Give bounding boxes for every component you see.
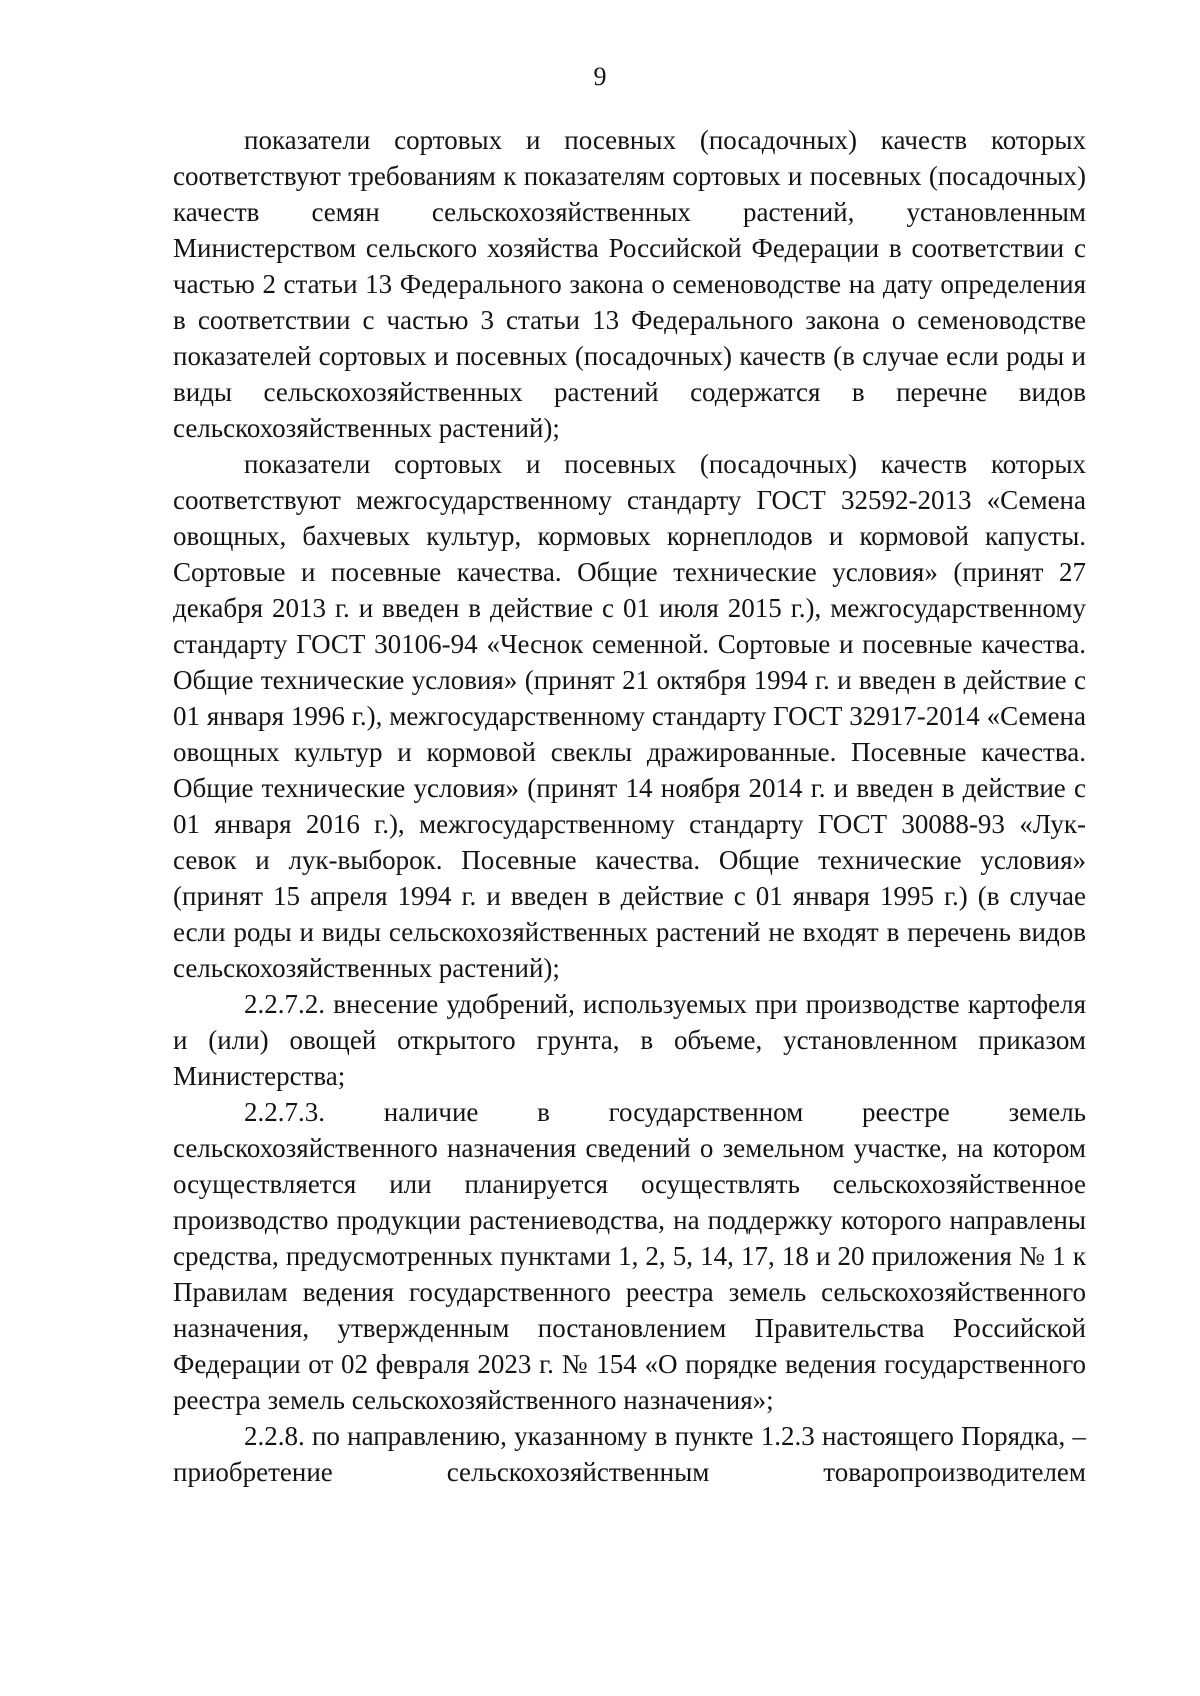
paragraph-seed-quality-requirements: показатели сортовых и посевных (посадочных) качеств которых соответствуют требованиям к показателям сортовых и посевных (посадочных) качеств семян сельскохозяйственных растений, установленным Министерством сельского хозяйства Российской Федерации в соответствии с частью 2 статьи 13 Федерального закона о семеноводстве на дату определения в соответствии с частью 3 статьи 13 Федерального закона о семеноводстве показателей сортовых и посевных (посадочных) качеств (в случае если роды и виды сельскохозяйственных растений содержатся в перечне видов сельскохозяйственных растений);	[173, 125, 1086, 443]
page-number: 9	[593, 62, 607, 91]
paragraph-gost-standards: показатели сортовых и посевных (посадочных) качеств которых соответствуют межгосударственному стандарту ГОСТ 32592-2013 «Семена овощных, бахчевых культур, кормовых корнеплодов и кормовой капусты. Сортовые и посевные качества. Общие технические условия» (принят 27 декабря 2013 г. и введен в действие с 01 июля 2015 г.), межгосударственному стандарту ГОСТ 30106-94 «Чеснок семенной. Сортовые и посевные качества. Общие технические условия» (принят 21 октября 1994 г. и введен в действие с 01 января 1996 г.), межгосударственному стандарту ГОСТ 32917-2014 «Семена овощных культур и кормовой свеклы дражированные. Посевные качества. Общие технические условия» (принят 14 ноября 2014 г. и введен в действие с 01 января 2016 г.), межгосударственному стандарту ГОСТ 30088-93 «Лук-севок и лук-выборок. Посевные качества. Общие технические условия» (принят 15 апреля 1994 г. и введен в действие с 01 января 1995 г.) (в случае если роды и виды сельскохозяйственных растений не входят в перечень видов сельскохозяйственных растений);	[173, 449, 1086, 983]
document-body	[173, 122, 1086, 1490]
paragraph-2-2-8: 2.2.8. по направлению, указанному в пункте 1.2.3 настоящего Порядка, – приобретение сельскохозяйственным товаропроизводителем	[173, 1421, 1086, 1487]
paragraph-2-2-7-3: 2.2.7.3. наличие в государственном реестре земель сельскохозяйственного назначения сведений о земельном участке, на котором осуществляется или планируется осуществлять сельскохозяйственное производство продукции растениеводства, на поддержку которого направлены средства, предусмотренных пунктами 1, 2, 5, 14, 17, 18 и 20 приложения № 1 к Правилам ведения государственного реестра земель сельскохозяйственного назначения, утвержденным постановлением Правительства Российской Федерации от 02 февраля 2023 г. № 154 «О порядке ведения государственного реестра земель сельскохозяйственного назначения»;	[173, 1097, 1086, 1415]
paragraph-2-2-7-2: 2.2.7.2. внесение удобрений, используемых при производстве картофеля и (или) овощей открытого грунта, в объеме, установленном приказом Министерства;	[173, 989, 1086, 1091]
